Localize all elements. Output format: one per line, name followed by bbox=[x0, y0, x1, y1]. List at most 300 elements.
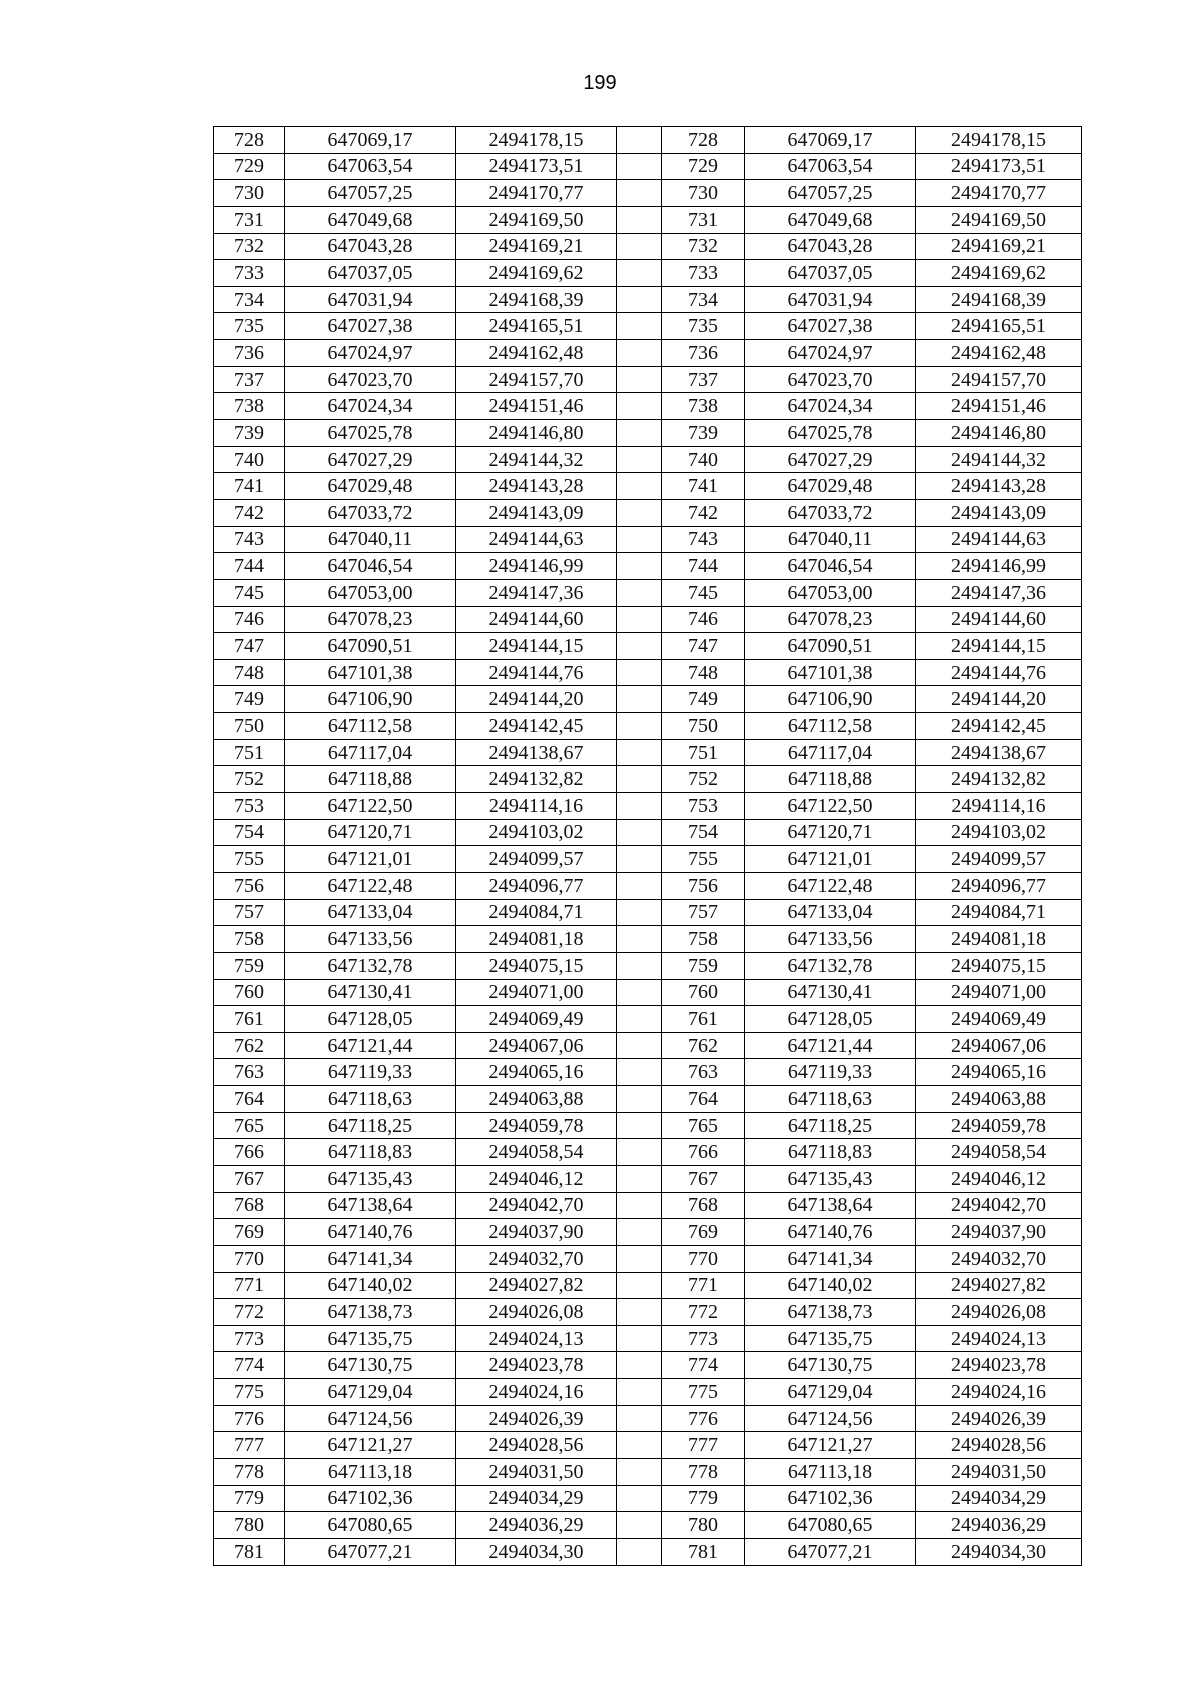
x-coordinate-cell: 647025,78 bbox=[745, 420, 916, 447]
spacer-cell-cell bbox=[617, 393, 662, 420]
y-coordinate-cell: 2494169,21 bbox=[456, 233, 617, 260]
point-number-cell: 750 bbox=[662, 713, 745, 740]
table-row bbox=[214, 1299, 1082, 1326]
y-coordinate-cell: 2494157,70 bbox=[916, 366, 1082, 393]
spacer-cell-cell bbox=[617, 1299, 662, 1326]
table-row bbox=[214, 1245, 1082, 1272]
point-number-cell: 729 bbox=[214, 153, 285, 180]
table-row bbox=[214, 446, 1082, 473]
y-coordinate-cell: 2494032,70 bbox=[916, 1245, 1082, 1272]
spacer-cell-cell bbox=[617, 979, 662, 1006]
x-coordinate-cell: 647135,43 bbox=[745, 1165, 916, 1192]
spacer-cell-cell bbox=[617, 633, 662, 660]
point-number-cell: 775 bbox=[662, 1379, 745, 1406]
y-coordinate-cell: 2494032,70 bbox=[456, 1245, 617, 1272]
x-coordinate-cell: 647112,58 bbox=[745, 713, 916, 740]
spacer-cell-cell bbox=[617, 1006, 662, 1033]
point-number-cell: 760 bbox=[214, 979, 285, 1006]
point-number-cell: 741 bbox=[214, 473, 285, 500]
x-coordinate-cell: 647080,65 bbox=[745, 1512, 916, 1539]
x-coordinate-cell: 647101,38 bbox=[285, 659, 456, 686]
table-row bbox=[214, 606, 1082, 633]
y-coordinate-cell: 2494059,78 bbox=[456, 1112, 617, 1139]
point-number-cell: 757 bbox=[214, 899, 285, 926]
y-coordinate-cell: 2494144,60 bbox=[456, 606, 617, 633]
coordinates-table-body bbox=[214, 127, 1082, 1566]
table-row bbox=[214, 127, 1082, 154]
point-number-cell: 780 bbox=[662, 1512, 745, 1539]
point-number-cell: 743 bbox=[214, 526, 285, 553]
x-coordinate-cell: 647102,36 bbox=[745, 1485, 916, 1512]
x-coordinate-cell: 647024,97 bbox=[285, 340, 456, 367]
x-coordinate-cell: 647132,78 bbox=[745, 952, 916, 979]
table-row bbox=[214, 366, 1082, 393]
table-row bbox=[214, 233, 1082, 260]
y-coordinate-cell: 2494027,82 bbox=[456, 1272, 617, 1299]
x-coordinate-cell: 647053,00 bbox=[285, 579, 456, 606]
x-coordinate-cell: 647024,34 bbox=[285, 393, 456, 420]
y-coordinate-cell: 2494146,99 bbox=[916, 553, 1082, 580]
y-coordinate-cell: 2494165,51 bbox=[456, 313, 617, 340]
spacer-cell-cell bbox=[617, 340, 662, 367]
y-coordinate-cell: 2494144,63 bbox=[916, 526, 1082, 553]
x-coordinate-cell: 647140,02 bbox=[745, 1272, 916, 1299]
y-coordinate-cell: 2494031,50 bbox=[456, 1459, 617, 1486]
point-number-cell: 780 bbox=[214, 1512, 285, 1539]
x-coordinate-cell: 647033,72 bbox=[745, 499, 916, 526]
x-coordinate-cell: 647130,75 bbox=[285, 1352, 456, 1379]
x-coordinate-cell: 647031,94 bbox=[285, 286, 456, 313]
x-coordinate-cell: 647118,83 bbox=[285, 1139, 456, 1166]
coordinates-table bbox=[213, 126, 1082, 1566]
x-coordinate-cell: 647043,28 bbox=[285, 233, 456, 260]
x-coordinate-cell: 647027,38 bbox=[745, 313, 916, 340]
spacer-cell-cell bbox=[617, 1245, 662, 1272]
x-coordinate-cell: 647118,88 bbox=[745, 766, 916, 793]
y-coordinate-cell: 2494059,78 bbox=[916, 1112, 1082, 1139]
point-number-cell: 776 bbox=[662, 1405, 745, 1432]
y-coordinate-cell: 2494028,56 bbox=[456, 1432, 617, 1459]
point-number-cell: 740 bbox=[662, 446, 745, 473]
point-number-cell: 747 bbox=[662, 633, 745, 660]
point-number-cell: 754 bbox=[214, 819, 285, 846]
point-number-cell: 755 bbox=[214, 846, 285, 873]
x-coordinate-cell: 647113,18 bbox=[745, 1459, 916, 1486]
y-coordinate-cell: 2494034,30 bbox=[916, 1538, 1082, 1565]
table-row bbox=[214, 1272, 1082, 1299]
table-row bbox=[214, 1165, 1082, 1192]
x-coordinate-cell: 647029,48 bbox=[745, 473, 916, 500]
y-coordinate-cell: 2494144,63 bbox=[456, 526, 617, 553]
table-row bbox=[214, 793, 1082, 820]
point-number-cell: 748 bbox=[662, 659, 745, 686]
point-number-cell: 753 bbox=[662, 793, 745, 820]
point-number-cell: 770 bbox=[214, 1245, 285, 1272]
y-coordinate-cell: 2494042,70 bbox=[916, 1192, 1082, 1219]
y-coordinate-cell: 2494023,78 bbox=[456, 1352, 617, 1379]
y-coordinate-cell: 2494165,51 bbox=[916, 313, 1082, 340]
x-coordinate-cell: 647118,25 bbox=[285, 1112, 456, 1139]
x-coordinate-cell: 647106,90 bbox=[745, 686, 916, 713]
x-coordinate-cell: 647033,72 bbox=[285, 499, 456, 526]
y-coordinate-cell: 2494146,80 bbox=[456, 420, 617, 447]
spacer-cell-cell bbox=[617, 1485, 662, 1512]
x-coordinate-cell: 647118,25 bbox=[745, 1112, 916, 1139]
x-coordinate-cell: 647027,29 bbox=[285, 446, 456, 473]
y-coordinate-cell: 2494099,57 bbox=[916, 846, 1082, 873]
y-coordinate-cell: 2494132,82 bbox=[916, 766, 1082, 793]
spacer-cell-cell bbox=[617, 180, 662, 207]
x-coordinate-cell: 647040,11 bbox=[285, 526, 456, 553]
point-number-cell: 767 bbox=[662, 1165, 745, 1192]
point-number-cell: 781 bbox=[662, 1538, 745, 1565]
x-coordinate-cell: 647130,75 bbox=[745, 1352, 916, 1379]
y-coordinate-cell: 2494132,82 bbox=[456, 766, 617, 793]
table-row bbox=[214, 952, 1082, 979]
y-coordinate-cell: 2494069,49 bbox=[456, 1006, 617, 1033]
x-coordinate-cell: 647078,23 bbox=[745, 606, 916, 633]
x-coordinate-cell: 647121,44 bbox=[745, 1032, 916, 1059]
y-coordinate-cell: 2494034,29 bbox=[456, 1485, 617, 1512]
y-coordinate-cell: 2494026,08 bbox=[456, 1299, 617, 1326]
spacer-cell-cell bbox=[617, 313, 662, 340]
point-number-cell: 769 bbox=[214, 1219, 285, 1246]
point-number-cell: 751 bbox=[662, 739, 745, 766]
x-coordinate-cell: 647121,01 bbox=[745, 846, 916, 873]
y-coordinate-cell: 2494028,56 bbox=[916, 1432, 1082, 1459]
x-coordinate-cell: 647023,70 bbox=[285, 366, 456, 393]
point-number-cell: 758 bbox=[662, 926, 745, 953]
x-coordinate-cell: 647031,94 bbox=[745, 286, 916, 313]
table-row bbox=[214, 633, 1082, 660]
spacer-cell-cell bbox=[617, 899, 662, 926]
y-coordinate-cell: 2494034,30 bbox=[456, 1538, 617, 1565]
x-coordinate-cell: 647133,56 bbox=[745, 926, 916, 953]
y-coordinate-cell: 2494084,71 bbox=[916, 899, 1082, 926]
x-coordinate-cell: 647118,63 bbox=[285, 1086, 456, 1113]
x-coordinate-cell: 647069,17 bbox=[285, 127, 456, 154]
table-row bbox=[214, 420, 1082, 447]
table-row bbox=[214, 713, 1082, 740]
x-coordinate-cell: 647057,25 bbox=[285, 180, 456, 207]
y-coordinate-cell: 2494144,76 bbox=[916, 659, 1082, 686]
x-coordinate-cell: 647121,27 bbox=[745, 1432, 916, 1459]
point-number-cell: 749 bbox=[662, 686, 745, 713]
y-coordinate-cell: 2494138,67 bbox=[916, 739, 1082, 766]
point-number-cell: 748 bbox=[214, 659, 285, 686]
y-coordinate-cell: 2494170,77 bbox=[916, 180, 1082, 207]
spacer-cell-cell bbox=[617, 286, 662, 313]
spacer-cell-cell bbox=[617, 1086, 662, 1113]
x-coordinate-cell: 647138,73 bbox=[285, 1299, 456, 1326]
point-number-cell: 768 bbox=[662, 1192, 745, 1219]
table-row bbox=[214, 979, 1082, 1006]
point-number-cell: 732 bbox=[662, 233, 745, 260]
spacer-cell-cell bbox=[617, 926, 662, 953]
point-number-cell: 768 bbox=[214, 1192, 285, 1219]
y-coordinate-cell: 2494157,70 bbox=[456, 366, 617, 393]
y-coordinate-cell: 2494036,29 bbox=[456, 1512, 617, 1539]
y-coordinate-cell: 2494081,18 bbox=[916, 926, 1082, 953]
spacer-cell-cell bbox=[617, 872, 662, 899]
spacer-cell-cell bbox=[617, 1325, 662, 1352]
x-coordinate-cell: 647140,02 bbox=[285, 1272, 456, 1299]
point-number-cell: 740 bbox=[214, 446, 285, 473]
y-coordinate-cell: 2494142,45 bbox=[456, 713, 617, 740]
point-number-cell: 764 bbox=[662, 1086, 745, 1113]
table-row bbox=[214, 526, 1082, 553]
point-number-cell: 759 bbox=[214, 952, 285, 979]
table-row bbox=[214, 579, 1082, 606]
x-coordinate-cell: 647113,18 bbox=[285, 1459, 456, 1486]
x-coordinate-cell: 647037,05 bbox=[745, 260, 916, 287]
x-coordinate-cell: 647135,75 bbox=[285, 1325, 456, 1352]
x-coordinate-cell: 647128,05 bbox=[285, 1006, 456, 1033]
y-coordinate-cell: 2494169,50 bbox=[456, 206, 617, 233]
table-row bbox=[214, 1512, 1082, 1539]
point-number-cell: 734 bbox=[214, 286, 285, 313]
point-number-cell: 774 bbox=[214, 1352, 285, 1379]
y-coordinate-cell: 2494168,39 bbox=[456, 286, 617, 313]
point-number-cell: 758 bbox=[214, 926, 285, 953]
table-row bbox=[214, 1432, 1082, 1459]
y-coordinate-cell: 2494147,36 bbox=[456, 579, 617, 606]
y-coordinate-cell: 2494026,39 bbox=[456, 1405, 617, 1432]
x-coordinate-cell: 647124,56 bbox=[285, 1405, 456, 1432]
y-coordinate-cell: 2494099,57 bbox=[456, 846, 617, 873]
point-number-cell: 741 bbox=[662, 473, 745, 500]
point-number-cell: 735 bbox=[662, 313, 745, 340]
y-coordinate-cell: 2494144,20 bbox=[916, 686, 1082, 713]
table-row bbox=[214, 260, 1082, 287]
x-coordinate-cell: 647141,34 bbox=[285, 1245, 456, 1272]
y-coordinate-cell: 2494071,00 bbox=[916, 979, 1082, 1006]
point-number-cell: 759 bbox=[662, 952, 745, 979]
point-number-cell: 736 bbox=[662, 340, 745, 367]
spacer-cell-cell bbox=[617, 473, 662, 500]
point-number-cell: 767 bbox=[214, 1165, 285, 1192]
table-row bbox=[214, 1352, 1082, 1379]
x-coordinate-cell: 647057,25 bbox=[745, 180, 916, 207]
x-coordinate-cell: 647128,05 bbox=[745, 1006, 916, 1033]
y-coordinate-cell: 2494144,15 bbox=[916, 633, 1082, 660]
y-coordinate-cell: 2494144,76 bbox=[456, 659, 617, 686]
table-row bbox=[214, 926, 1082, 953]
y-coordinate-cell: 2494024,13 bbox=[456, 1325, 617, 1352]
y-coordinate-cell: 2494146,99 bbox=[456, 553, 617, 580]
x-coordinate-cell: 647121,44 bbox=[285, 1032, 456, 1059]
point-number-cell: 756 bbox=[662, 872, 745, 899]
x-coordinate-cell: 647078,23 bbox=[285, 606, 456, 633]
x-coordinate-cell: 647118,63 bbox=[745, 1086, 916, 1113]
table-row bbox=[214, 1459, 1082, 1486]
table-row bbox=[214, 686, 1082, 713]
y-coordinate-cell: 2494046,12 bbox=[456, 1165, 617, 1192]
y-coordinate-cell: 2494143,28 bbox=[916, 473, 1082, 500]
spacer-cell-cell bbox=[617, 420, 662, 447]
spacer-cell-cell bbox=[617, 1059, 662, 1086]
table-row bbox=[214, 393, 1082, 420]
point-number-cell: 737 bbox=[662, 366, 745, 393]
x-coordinate-cell: 647077,21 bbox=[285, 1538, 456, 1565]
point-number-cell: 764 bbox=[214, 1086, 285, 1113]
point-number-cell: 772 bbox=[662, 1299, 745, 1326]
y-coordinate-cell: 2494063,88 bbox=[916, 1086, 1082, 1113]
y-coordinate-cell: 2494178,15 bbox=[916, 127, 1082, 154]
spacer-cell-cell bbox=[617, 766, 662, 793]
table-row bbox=[214, 1485, 1082, 1512]
y-coordinate-cell: 2494146,80 bbox=[916, 420, 1082, 447]
table-row bbox=[214, 1405, 1082, 1432]
point-number-cell: 754 bbox=[662, 819, 745, 846]
point-number-cell: 742 bbox=[662, 499, 745, 526]
table-row bbox=[214, 1325, 1082, 1352]
point-number-cell: 745 bbox=[214, 579, 285, 606]
y-coordinate-cell: 2494065,16 bbox=[456, 1059, 617, 1086]
table-row bbox=[214, 180, 1082, 207]
y-coordinate-cell: 2494034,29 bbox=[916, 1485, 1082, 1512]
table-row bbox=[214, 206, 1082, 233]
spacer-cell-cell bbox=[617, 206, 662, 233]
spacer-cell-cell bbox=[617, 793, 662, 820]
table-row bbox=[214, 1192, 1082, 1219]
point-number-cell: 743 bbox=[662, 526, 745, 553]
point-number-cell: 766 bbox=[662, 1139, 745, 1166]
point-number-cell: 736 bbox=[214, 340, 285, 367]
point-number-cell: 742 bbox=[214, 499, 285, 526]
y-coordinate-cell: 2494084,71 bbox=[456, 899, 617, 926]
y-coordinate-cell: 2494144,32 bbox=[916, 446, 1082, 473]
x-coordinate-cell: 647138,64 bbox=[285, 1192, 456, 1219]
table-row bbox=[214, 766, 1082, 793]
y-coordinate-cell: 2494143,09 bbox=[456, 499, 617, 526]
y-coordinate-cell: 2494075,15 bbox=[916, 952, 1082, 979]
x-coordinate-cell: 647119,33 bbox=[285, 1059, 456, 1086]
spacer-cell-cell bbox=[617, 260, 662, 287]
x-coordinate-cell: 647046,54 bbox=[285, 553, 456, 580]
y-coordinate-cell: 2494075,15 bbox=[456, 952, 617, 979]
y-coordinate-cell: 2494178,15 bbox=[456, 127, 617, 154]
point-number-cell: 781 bbox=[214, 1538, 285, 1565]
x-coordinate-cell: 647025,78 bbox=[285, 420, 456, 447]
spacer-cell-cell bbox=[617, 606, 662, 633]
x-coordinate-cell: 647024,34 bbox=[745, 393, 916, 420]
y-coordinate-cell: 2494142,45 bbox=[916, 713, 1082, 740]
x-coordinate-cell: 647135,75 bbox=[745, 1325, 916, 1352]
y-coordinate-cell: 2494114,16 bbox=[916, 793, 1082, 820]
x-coordinate-cell: 647080,65 bbox=[285, 1512, 456, 1539]
table-row bbox=[214, 553, 1082, 580]
y-coordinate-cell: 2494071,00 bbox=[456, 979, 617, 1006]
point-number-cell: 737 bbox=[214, 366, 285, 393]
point-number-cell: 738 bbox=[662, 393, 745, 420]
point-number-cell: 778 bbox=[214, 1459, 285, 1486]
point-number-cell: 746 bbox=[214, 606, 285, 633]
table-row bbox=[214, 739, 1082, 766]
x-coordinate-cell: 647069,17 bbox=[745, 127, 916, 154]
x-coordinate-cell: 647053,00 bbox=[745, 579, 916, 606]
y-coordinate-cell: 2494096,77 bbox=[916, 872, 1082, 899]
point-number-cell: 733 bbox=[214, 260, 285, 287]
x-coordinate-cell: 647023,70 bbox=[745, 366, 916, 393]
spacer-cell-cell bbox=[617, 686, 662, 713]
y-coordinate-cell: 2494031,50 bbox=[916, 1459, 1082, 1486]
spacer-cell-cell bbox=[617, 1459, 662, 1486]
point-number-cell: 751 bbox=[214, 739, 285, 766]
y-coordinate-cell: 2494026,39 bbox=[916, 1405, 1082, 1432]
x-coordinate-cell: 647106,90 bbox=[285, 686, 456, 713]
point-number-cell: 779 bbox=[214, 1485, 285, 1512]
y-coordinate-cell: 2494151,46 bbox=[456, 393, 617, 420]
y-coordinate-cell: 2494069,49 bbox=[916, 1006, 1082, 1033]
spacer-cell-cell bbox=[617, 846, 662, 873]
point-number-cell: 763 bbox=[662, 1059, 745, 1086]
point-number-cell: 777 bbox=[662, 1432, 745, 1459]
point-number-cell: 746 bbox=[662, 606, 745, 633]
point-number-cell: 728 bbox=[662, 127, 745, 154]
point-number-cell: 770 bbox=[662, 1245, 745, 1272]
y-coordinate-cell: 2494173,51 bbox=[916, 153, 1082, 180]
point-number-cell: 744 bbox=[662, 553, 745, 580]
table-row bbox=[214, 1006, 1082, 1033]
point-number-cell: 756 bbox=[214, 872, 285, 899]
x-coordinate-cell: 647138,64 bbox=[745, 1192, 916, 1219]
x-coordinate-cell: 647117,04 bbox=[745, 739, 916, 766]
point-number-cell: 731 bbox=[214, 206, 285, 233]
point-number-cell: 752 bbox=[214, 766, 285, 793]
x-coordinate-cell: 647118,88 bbox=[285, 766, 456, 793]
x-coordinate-cell: 647133,04 bbox=[285, 899, 456, 926]
point-number-cell: 772 bbox=[214, 1299, 285, 1326]
point-number-cell: 738 bbox=[214, 393, 285, 420]
y-coordinate-cell: 2494169,21 bbox=[916, 233, 1082, 260]
x-coordinate-cell: 647037,05 bbox=[285, 260, 456, 287]
x-coordinate-cell: 647120,71 bbox=[745, 819, 916, 846]
x-coordinate-cell: 647121,27 bbox=[285, 1432, 456, 1459]
y-coordinate-cell: 2494024,16 bbox=[456, 1379, 617, 1406]
y-coordinate-cell: 2494144,15 bbox=[456, 633, 617, 660]
spacer-cell-cell bbox=[617, 1165, 662, 1192]
spacer-cell-cell bbox=[617, 1112, 662, 1139]
x-coordinate-cell: 647112,58 bbox=[285, 713, 456, 740]
x-coordinate-cell: 647129,04 bbox=[285, 1379, 456, 1406]
spacer-cell-cell bbox=[617, 1272, 662, 1299]
y-coordinate-cell: 2494042,70 bbox=[456, 1192, 617, 1219]
x-coordinate-cell: 647117,04 bbox=[285, 739, 456, 766]
spacer-cell-cell bbox=[617, 739, 662, 766]
point-number-cell: 771 bbox=[214, 1272, 285, 1299]
point-number-cell: 762 bbox=[662, 1032, 745, 1059]
x-coordinate-cell: 647130,41 bbox=[285, 979, 456, 1006]
table-row bbox=[214, 1219, 1082, 1246]
y-coordinate-cell: 2494143,09 bbox=[916, 499, 1082, 526]
x-coordinate-cell: 647040,11 bbox=[745, 526, 916, 553]
table-row bbox=[214, 819, 1082, 846]
point-number-cell: 729 bbox=[662, 153, 745, 180]
x-coordinate-cell: 647063,54 bbox=[745, 153, 916, 180]
point-number-cell: 766 bbox=[214, 1139, 285, 1166]
spacer-cell-cell bbox=[617, 366, 662, 393]
y-coordinate-cell: 2494036,29 bbox=[916, 1512, 1082, 1539]
point-number-cell: 775 bbox=[214, 1379, 285, 1406]
point-number-cell: 728 bbox=[214, 127, 285, 154]
point-number-cell: 733 bbox=[662, 260, 745, 287]
point-number-cell: 773 bbox=[214, 1325, 285, 1352]
spacer-cell-cell bbox=[617, 952, 662, 979]
point-number-cell: 774 bbox=[662, 1352, 745, 1379]
spacer-cell-cell bbox=[617, 1512, 662, 1539]
x-coordinate-cell: 647133,56 bbox=[285, 926, 456, 953]
